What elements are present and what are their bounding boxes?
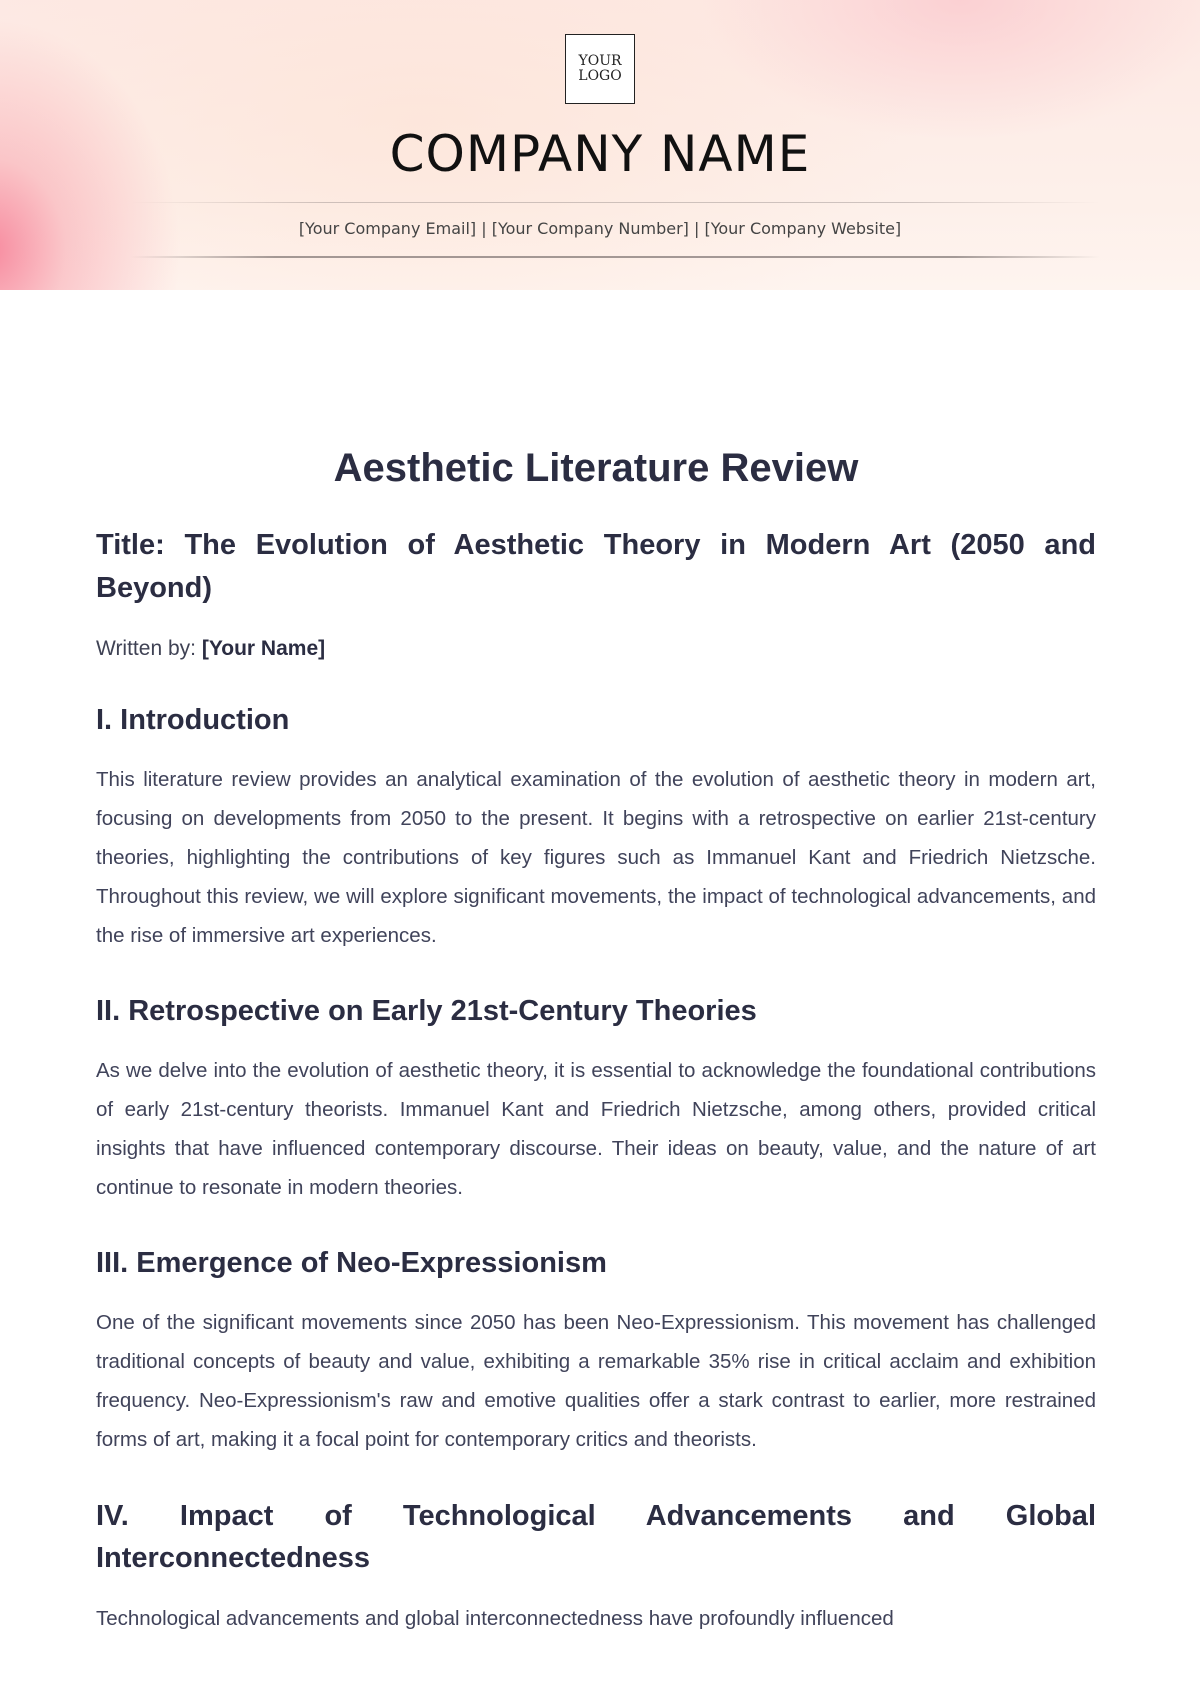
header-divider-top <box>130 202 1100 203</box>
section-paragraph: One of the significant movements since 2050 has been Neo-Expressionism. This movement has challenged traditional concepts of beauty and value, exhibiting a remarkable 35% rise in critical acclaim and exhibition frequency. Neo-Expressionism's raw and emotive qualities offer a stark contrast to earlier, more restrained forms of art, making it a focal point for contemporary critics and theorists. <box>96 1311 1096 1451</box>
header-divider-bottom <box>130 256 1100 258</box>
company-logo <box>565 34 635 104</box>
section-paragraph: This literature review provides an analytical examination of the evolution of aesthetic theory in modern art, focusing on developments from 2050 to the present. It begins with a retrospective on earlier 21st-century theories, highlighting the contributions of key figures such as Immanuel Kant and Friedrich Nietzsche. Throughout this review, we will explore significant movements, the impact of technological advancements, and the rise of immersive art experiences. <box>96 768 1096 947</box>
company-contact-line: [Your Company Email] | [Your Company Number] | [Your Company Website] <box>298 219 902 238</box>
logo-line-2: LOGO <box>578 68 622 84</box>
section-paragraph: Technological advancements and global interconnectedness have profoundly influenced <box>96 1607 894 1630</box>
logo-line-1: YOUR <box>578 53 622 69</box>
author-line <box>96 634 1096 664</box>
document-title: Aesthetic Literature Review <box>333 446 859 490</box>
section-introduction <box>96 700 1096 955</box>
letterhead <box>0 0 1200 290</box>
section-retrospective <box>96 991 1096 1207</box>
review-title: Title: The Evolution of Aesthetic Theory in Modern Art (2050 and Beyond) <box>96 529 1096 604</box>
section-heading: IV. Impact of Technological Advancements and Global Interconnectedness <box>96 1500 1096 1574</box>
section-heading: II. Retrospective on Early 21st-Century Theories <box>96 995 757 1027</box>
document-body <box>96 438 1096 1638</box>
author-name: [Your Name] <box>201 637 326 660</box>
author-label: Written by: <box>96 637 196 660</box>
section-heading: I. Introduction <box>96 704 290 736</box>
section-paragraph: As we delve into the evolution of aesthetic theory, it is essential to acknowledge the foundational contributions of early 21st-century theorists. Immanuel Kant and Friedrich Nietzsche, among others, provided critical insights that have influenced contemporary discourse. Their ideas on beauty, value, and the nature of art continue to resonate in modern theories. <box>96 1059 1096 1199</box>
section-heading: III. Emergence of Neo-Expressionism <box>96 1247 607 1279</box>
section-technology <box>96 1495 1096 1638</box>
section-neo-expressionism <box>96 1243 1096 1459</box>
company-name: COMPANY NAME <box>389 125 811 183</box>
